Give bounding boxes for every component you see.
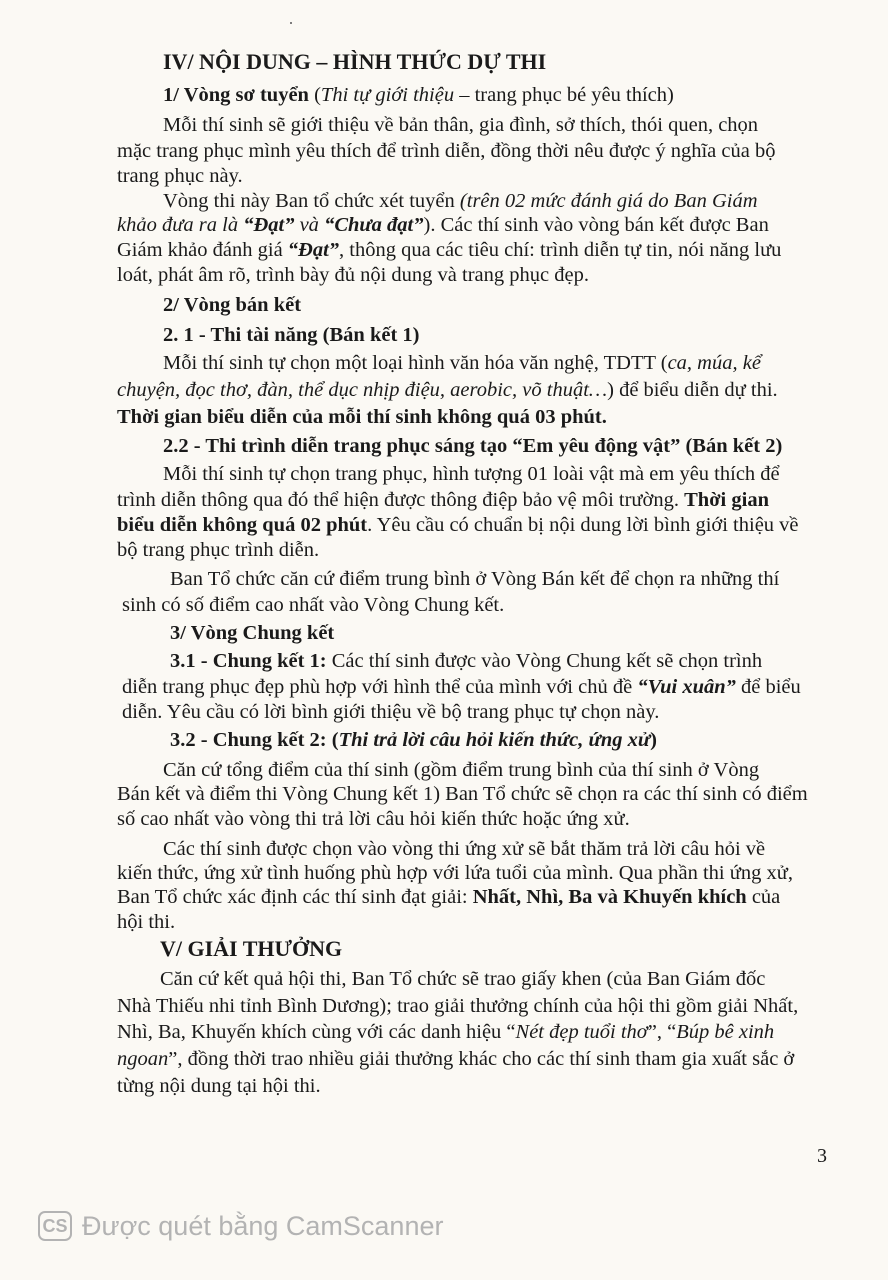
paragraph-line: Các thí sinh được chọn vào vòng thi ứng xử sẽ bắt thăm trả lời câu hỏi về	[163, 838, 766, 860]
watermark-text: Được quét bằng CamScanner	[82, 1210, 444, 1241]
paragraph-line: sinh có số điểm cao nhất vào Vòng Chung kết.	[122, 594, 505, 616]
paragraph-line: trình diễn thông qua đó thể hiện được thông điệp bảo vệ môi trường. Thời gian	[117, 489, 769, 511]
section-2-1-title: 2. 1 - Thi tài năng (Bán kết 1)	[163, 324, 420, 346]
paragraph-line: loát, phát âm rõ, trình bày đủ nội dung và trang phục đẹp.	[117, 264, 589, 286]
paragraph-line: hội thi.	[117, 911, 176, 933]
paragraph-line: Mỗi thí sinh tự chọn trang phục, hình tượng 01 loài vật mà em yêu thích để	[163, 463, 780, 485]
page-number: 3	[817, 1145, 827, 1167]
round-1-title: 1/ Vòng sơ tuyển (Thi tự giới thiệu – trang phục bé yêu thích)	[163, 84, 674, 106]
paragraph-line: Vòng thi này Ban tổ chức xét tuyển (trên 02 mức đánh giá do Ban Giám	[163, 190, 758, 212]
paragraph-line: 3.1 - Chung kết 1: Các thí sinh được vào Vòng Chung kết sẽ chọn trình	[170, 650, 763, 672]
paragraph-line: kiến thức, ứng xử tình huống phù hợp với lứa tuổi của mình. Qua phần thi ứng xử,	[117, 862, 793, 884]
paragraph-line: diễn. Yêu cầu có lời bình giới thiệu về bộ trang phục tự chọn này.	[122, 701, 660, 723]
section-3-2-title: 3.2 - Chung kết 2: (Thi trả lời câu hỏi kiến thức, ứng xử)	[170, 729, 657, 751]
round-3-title: 3/ Vòng Chung kết	[170, 622, 335, 644]
paragraph-line: khảo đưa ra là “Đạt” và “Chưa đạt”). Các thí sinh vào vòng bán kết được Ban	[117, 214, 769, 236]
paragraph-line: Ban Tổ chức xác định các thí sinh đạt giải: Nhất, Nhì, Ba và Khuyến khích của	[117, 886, 781, 908]
paragraph-line: chuyện, đọc thơ, đàn, thể dục nhịp điệu, aerobic, võ thuật…) để biểu diễn dự thi.	[117, 379, 778, 401]
scan-speck	[290, 22, 292, 24]
paragraph-line: Nhà Thiếu nhi tỉnh Bình Dương); trao giải thưởng chính của hội thi gồm giải Nhất,	[117, 995, 799, 1017]
paragraph-line: mặc trang phục mình yêu thích để trình diễn, đồng thời nêu được ý nghĩa của bộ	[117, 140, 776, 162]
paragraph-line: Thời gian biểu diễn của mỗi thí sinh không quá 03 phút.	[117, 406, 607, 428]
paragraph-line: Căn cứ tổng điểm của thí sinh (gồm điểm trung bình của thí sinh ở Vòng	[163, 759, 760, 781]
section-4-heading: IV/ NỘI DUNG – HÌNH THỨC DỰ THI	[163, 49, 547, 74]
section-5-heading: V/ GIẢI THƯỞNG	[160, 936, 343, 961]
paragraph-line: trang phục này.	[117, 165, 243, 187]
round-2-title: 2/ Vòng bán kết	[163, 294, 302, 316]
paragraph-line: biểu diễn không quá 02 phút. Yêu cầu có chuẩn bị nội dung lời bình giới thiệu về	[117, 514, 799, 536]
camscanner-watermark	[38, 1206, 443, 1246]
paragraph-line: Mỗi thí sinh tự chọn một loại hình văn hóa văn nghệ, TDTT (ca, múa, kể	[163, 352, 761, 374]
paragraph-line: từng nội dung tại hội thi.	[117, 1075, 321, 1097]
paragraph-line: Giám khảo đánh giá “Đạt”, thông qua các tiêu chí: trình diễn tự tin, nói năng lưu	[117, 239, 782, 261]
paragraph-line: Ban Tổ chức căn cứ điểm trung bình ở Vòng Bán kết để chọn ra những thí	[170, 568, 780, 590]
section-2-2-title: 2.2 - Thi trình diễn trang phục sáng tạo “Em yêu động vật” (Bán kết 2)	[163, 435, 783, 457]
camscanner-logo-icon: CS	[38, 1211, 72, 1241]
paragraph-line: Bán kết và điểm thi Vòng Chung kết 1) Ban Tổ chức sẽ chọn ra các thí sinh có điểm	[117, 783, 808, 805]
paragraph-line: Căn cứ kết quả hội thi, Ban Tổ chức sẽ trao giấy khen (của Ban Giám đốc	[160, 968, 766, 990]
paragraph-line: bộ trang phục trình diễn.	[117, 539, 320, 561]
paragraph-line: Nhì, Ba, Khuyến khích cùng với các danh hiệu “Nét đẹp tuổi thơ”, “Búp bê xinh	[117, 1021, 775, 1043]
paragraph-line: số cao nhất vào vòng thi trả lời câu hỏi kiến thức hoặc ứng xử.	[117, 808, 630, 830]
paragraph-line: diễn trang phục đẹp phù hợp với hình thể của mình với chủ đề “Vui xuân” để biểu	[122, 676, 801, 698]
paragraph-line: Mỗi thí sinh sẽ giới thiệu về bản thân, gia đình, sở thích, thói quen, chọn	[163, 114, 759, 136]
paragraph-line: ngoan”, đồng thời trao nhiều giải thưởng khác cho các thí sinh tham gia xuất sắc ở	[117, 1048, 795, 1070]
